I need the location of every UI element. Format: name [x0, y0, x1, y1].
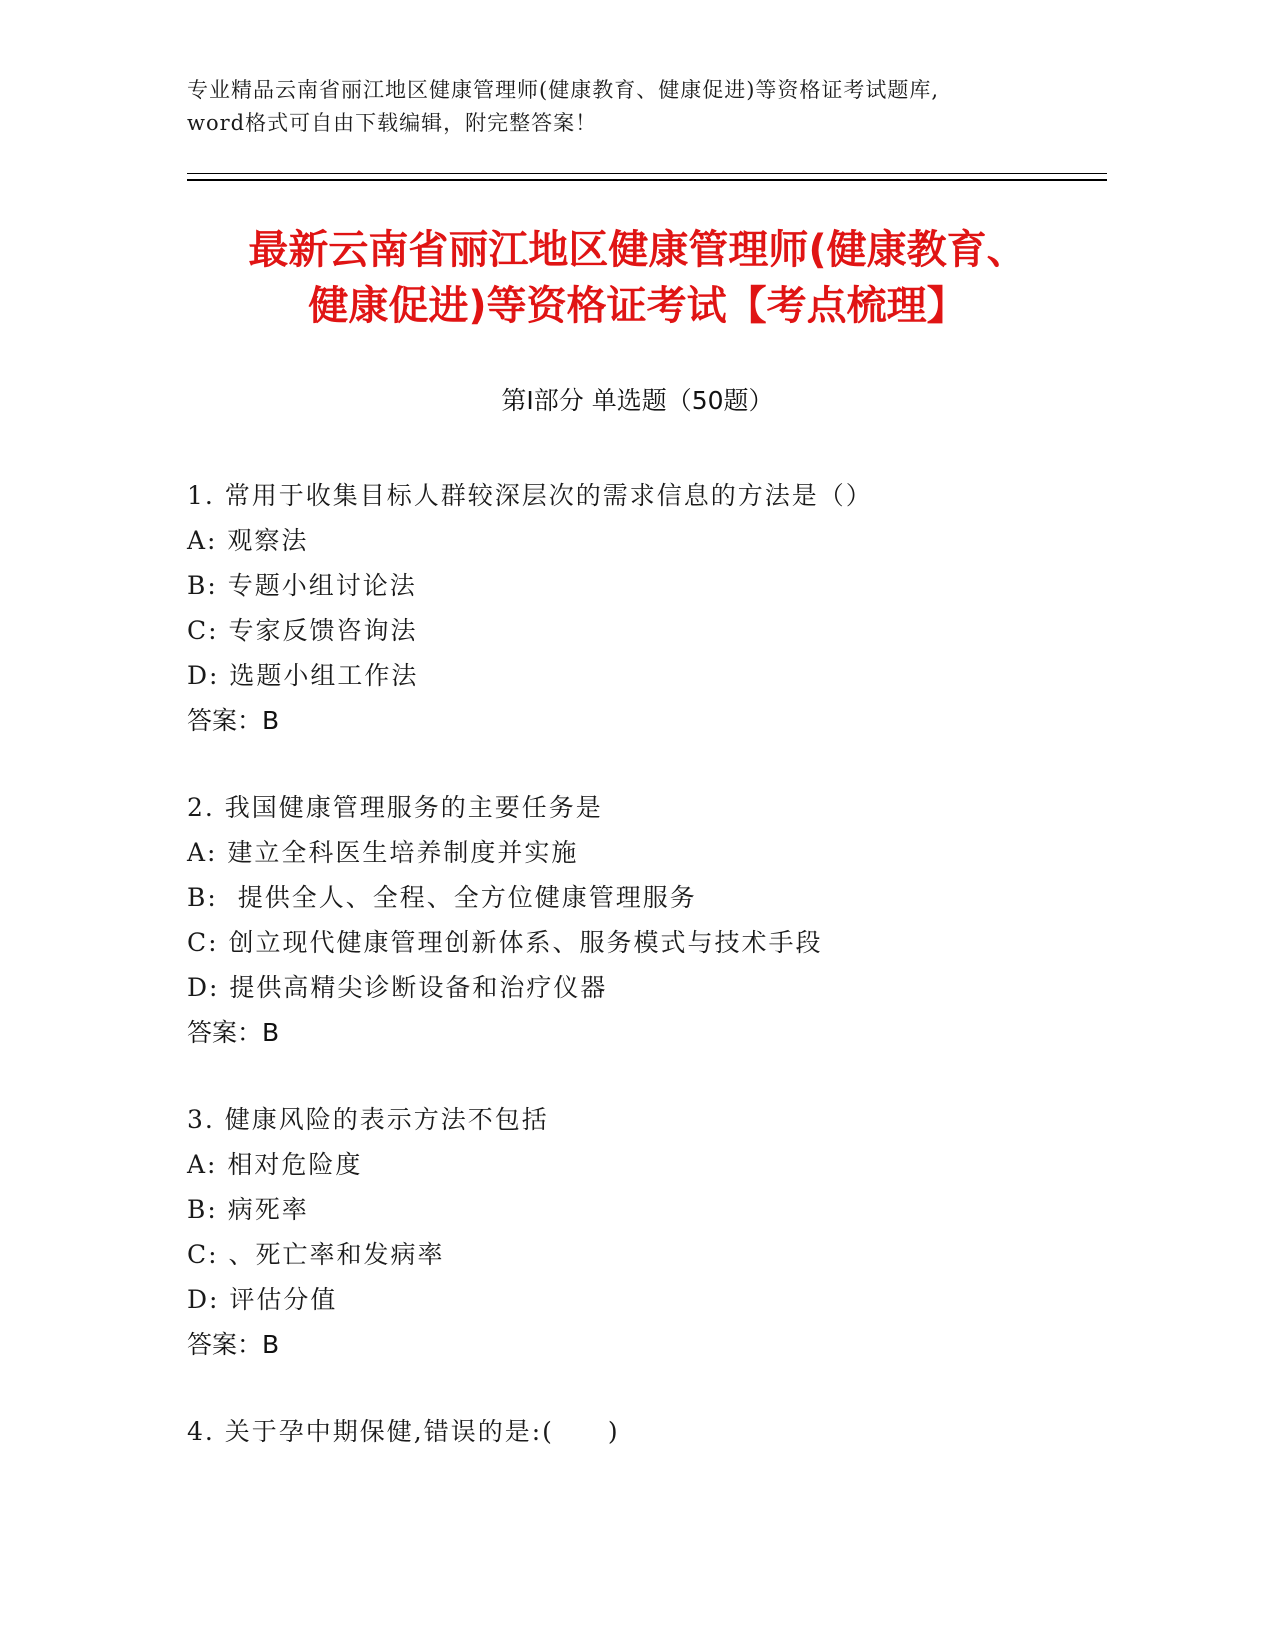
question-1: [187, 473, 1107, 743]
document-title-line-2: 健康促进)等资格证考试【考点梳理】: [308, 283, 967, 329]
question-list: [187, 473, 1107, 1496]
section-heading: 第Ⅰ部分 单选题（50题）: [501, 386, 774, 415]
option-c: C: 创立现代健康管理创新体系、服务模式与技术手段: [187, 928, 823, 957]
header-note-line-2: word格式可自由下载编辑，附完整答案！: [187, 111, 598, 135]
header-note: [187, 74, 1107, 140]
option-c: C: 专家反馈咨询法: [187, 616, 418, 645]
header-divider-thick: [187, 179, 1107, 181]
option-a: A: 观察法: [187, 526, 309, 555]
option-a: A: 相对危险度: [187, 1150, 363, 1179]
document-title-line-1: 最新云南省丽江地区健康管理师(健康教育、: [248, 227, 1027, 273]
answer-line: 答案：B: [187, 706, 280, 735]
answer-line: 答案：B: [187, 1018, 280, 1047]
question-4: [187, 1409, 1107, 1454]
answer-line: 答案：B: [187, 1330, 280, 1359]
question-2: [187, 785, 1107, 1055]
option-d: D: 评估分值: [187, 1285, 338, 1314]
header-divider-thin: [187, 173, 1107, 174]
option-d: D: 提供高精尖诊断设备和治疗仪器: [187, 973, 608, 1002]
document-title: [150, 222, 1125, 334]
question-3: [187, 1097, 1107, 1367]
option-d: D: 选题小组工作法: [187, 661, 419, 690]
option-a: A: 建立全科医生培养制度并实施: [187, 838, 579, 867]
question-stem: 2. 我国健康管理服务的主要任务是: [187, 793, 603, 822]
option-b: B: 病死率: [187, 1195, 309, 1224]
option-b: B: 提供全人、全程、全方位健康管理服务: [187, 883, 697, 912]
option-b: B: 专题小组讨论法: [187, 571, 417, 600]
question-stem: 3. 健康风险的表示方法不包括: [187, 1105, 549, 1134]
question-stem: 1. 常用于收集目标人群较深层次的需求信息的方法是（）: [187, 481, 873, 510]
header-note-line-1: 专业精品云南省丽江地区健康管理师(健康教育、健康促进)等资格证考试题库,: [187, 78, 940, 102]
question-stem: 4. 关于孕中期保健,错误的是:( ): [187, 1417, 620, 1446]
option-c: C: 、死亡率和发病率: [187, 1240, 445, 1269]
